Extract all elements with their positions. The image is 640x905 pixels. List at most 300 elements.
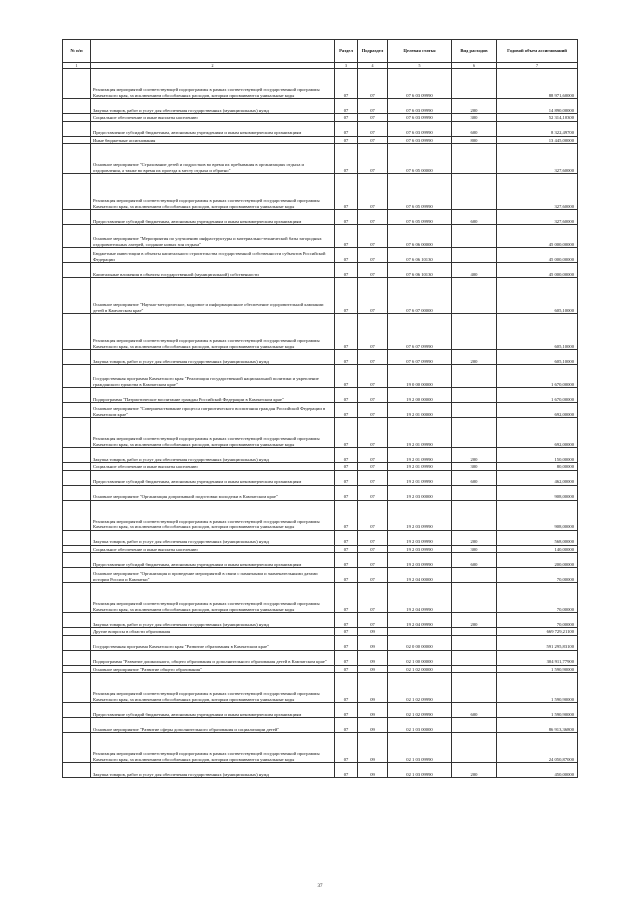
cell-target: 02 1 02 09990	[388, 673, 452, 703]
cell-subsection: 07	[358, 485, 388, 500]
cell-target: 02 0 00 00000	[388, 635, 452, 650]
cell-target: 07 6 03 09990	[388, 136, 452, 144]
column-number: 6	[452, 63, 497, 69]
cell-target: 07 6 05 09990	[388, 174, 452, 210]
table-row	[63, 463, 578, 471]
cell-amount: 45 000,00000	[497, 248, 578, 263]
cell-expense	[452, 403, 497, 418]
cell-section: 07	[335, 388, 358, 403]
cell-expense: 300	[452, 545, 497, 553]
cell-section: 07	[335, 418, 358, 448]
cell-name: Подпрограмма "Патриотическое воспитание граждан Российской Федерации в Камчатском крае"	[91, 388, 335, 403]
cell-amount: 692,00000	[497, 418, 578, 448]
cell-name: Государственная программа Камчатского края "Реализация государственной национальной политики и укрепление гражданского единства в Камчатском крае"	[91, 365, 335, 388]
cell-subsection: 07	[358, 470, 388, 485]
cell-no	[63, 136, 91, 144]
column-number: 7	[497, 63, 578, 69]
cell-expense	[452, 485, 497, 500]
column-number: 5	[388, 63, 452, 69]
cell-subsection: 07	[358, 545, 388, 553]
cell-expense: 800	[452, 136, 497, 144]
cell-expense	[452, 650, 497, 665]
cell-no	[63, 388, 91, 403]
cell-no	[63, 121, 91, 136]
cell-target: 02 1 03 09990	[388, 763, 452, 778]
cell-section: 07	[335, 225, 358, 248]
cell-no	[63, 650, 91, 665]
cell-target: 19 2 03 09990	[388, 530, 452, 545]
cell-no	[63, 613, 91, 628]
cell-section: 07	[335, 650, 358, 665]
cell-target: 19 2 03 00000	[388, 485, 452, 500]
cell-expense: 400	[452, 263, 497, 278]
cell-amount: 568,00000	[497, 530, 578, 545]
cell-subsection: 07	[358, 225, 388, 248]
cell-no	[63, 485, 91, 500]
cell-no	[63, 635, 91, 650]
cell-name: Социальное обеспечение и иные выплаты населению	[91, 463, 335, 471]
cell-amount: 304 911,77900	[497, 650, 578, 665]
cell-amount: 1 590,90000	[497, 665, 578, 673]
cell-no	[63, 665, 91, 673]
cell-expense	[452, 568, 497, 583]
cell-subsection: 07	[358, 365, 388, 388]
cell-name: Предоставление субсидий бюджетным, автономным учреждениям и иным некоммерческим организациям	[91, 553, 335, 568]
cell-target: 02 1 03 00000	[388, 718, 452, 733]
cell-name: Реализация мероприятий соответствующей подпрограммы в рамках соответствующей государственной программы Камчатского края, за исключением обособленных расходов, которым присваиваются уникальные коды	[91, 733, 335, 763]
table-row	[63, 650, 578, 665]
cell-section: 07	[335, 263, 358, 278]
cell-expense	[452, 665, 497, 673]
cell-name: Социальное обеспечение и иные выплаты населению	[91, 114, 335, 122]
cell-no	[63, 69, 91, 99]
table-row	[63, 121, 578, 136]
table-row	[63, 388, 578, 403]
column-number: 4	[358, 63, 388, 69]
table-row	[63, 665, 578, 673]
cell-target: 07 6 03 09990	[388, 114, 452, 122]
cell-section: 07	[335, 530, 358, 545]
cell-no	[63, 114, 91, 122]
table-row	[63, 448, 578, 463]
cell-no	[63, 553, 91, 568]
cell-expense	[452, 718, 497, 733]
cell-target: 19 2 00 00000	[388, 388, 452, 403]
cell-no	[63, 545, 91, 553]
header-target: Целевая статья	[388, 40, 452, 63]
cell-no	[63, 718, 91, 733]
cell-subsection: 07	[358, 210, 388, 225]
cell-subsection: 07	[358, 403, 388, 418]
table-row	[63, 568, 578, 583]
cell-subsection: 07	[358, 350, 388, 365]
cell-no	[63, 144, 91, 174]
cell-amount: 200,00000	[497, 553, 578, 568]
cell-target: 07 6 06 10130	[388, 263, 452, 278]
cell-no	[63, 248, 91, 263]
cell-subsection: 07	[358, 99, 388, 114]
header-row	[63, 40, 578, 63]
cell-target: 19 2 01 00000	[388, 403, 452, 418]
cell-subsection: 07	[358, 448, 388, 463]
cell-no	[63, 174, 91, 210]
table-row	[63, 99, 578, 114]
cell-amount: 70,00000	[497, 568, 578, 583]
table-row	[63, 144, 578, 174]
cell-no	[63, 448, 91, 463]
cell-no	[63, 314, 91, 350]
cell-amount: 1 670,00000	[497, 388, 578, 403]
cell-no	[63, 628, 91, 636]
cell-target: 02 1 02 00000	[388, 665, 452, 673]
cell-no	[63, 703, 91, 718]
cell-no	[63, 763, 91, 778]
cell-target: 19 2 01 09990	[388, 448, 452, 463]
cell-subsection: 07	[358, 314, 388, 350]
cell-section: 07	[335, 121, 358, 136]
cell-no	[63, 403, 91, 418]
cell-subsection: 09	[358, 763, 388, 778]
cell-target: 07 6 03 09990	[388, 99, 452, 114]
cell-subsection: 07	[358, 69, 388, 99]
cell-target: 19 2 03 09990	[388, 500, 452, 530]
table-row	[63, 718, 578, 733]
cell-name: Предоставление субсидий бюджетным, автономным учреждениям и иным некоммерческим организациям	[91, 703, 335, 718]
cell-amount: 70,00000	[497, 583, 578, 613]
cell-name: Реализация мероприятий соответствующей подпрограммы в рамках соответствующей государственной программы Камчатского края, за исключением обособленных расходов, которым присваиваются уникальные коды	[91, 418, 335, 448]
cell-target: 07 6 07 09990	[388, 350, 452, 365]
cell-name: Закупка товаров, работ и услуг для обеспечения государственных (муниципальных) нужд	[91, 350, 335, 365]
column-number: 3	[335, 63, 358, 69]
table-row	[63, 553, 578, 568]
table-row	[63, 500, 578, 530]
cell-target: 07 6 03 09990	[388, 121, 452, 136]
cell-no	[63, 225, 91, 248]
cell-subsection: 07	[358, 553, 388, 568]
cell-target	[388, 628, 452, 636]
cell-name: Иные бюджетные ассигнования	[91, 136, 335, 144]
cell-section: 07	[335, 500, 358, 530]
header-expense: Вид расходов	[452, 40, 497, 63]
header-subsection: Подраздел	[358, 40, 388, 63]
cell-name: Реализация мероприятий соответствующей подпрограммы в рамках соответствующей государственной программы Камчатского края, за исключением обособленных расходов, которым присваиваются уникальные коды	[91, 314, 335, 350]
cell-no	[63, 583, 91, 613]
cell-name: Закупка товаров, работ и услуг для обеспечения государственных (муниципальных) нужд	[91, 448, 335, 463]
cell-section: 07	[335, 114, 358, 122]
cell-amount: 70,00000	[497, 613, 578, 628]
cell-name: Закупка товаров, работ и услуг для обеспечения государственных (муниципальных) нужд	[91, 99, 335, 114]
cell-subsection: 07	[358, 568, 388, 583]
cell-section: 07	[335, 665, 358, 673]
cell-name: Основное мероприятие "Развитие общего образования"	[91, 665, 335, 673]
cell-section: 07	[335, 718, 358, 733]
cell-section: 07	[335, 763, 358, 778]
cell-amount: 1 590,90000	[497, 703, 578, 718]
cell-no	[63, 463, 91, 471]
cell-name: Основное мероприятие "Развитие сферы дополнительного образования и социализации детей"	[91, 718, 335, 733]
cell-section: 07	[335, 69, 358, 99]
cell-target: 07 6 03 09990	[388, 69, 452, 99]
cell-section: 07	[335, 485, 358, 500]
cell-name: Государственная программа Камчатского края "Развитие образования в Камчатском крае"	[91, 635, 335, 650]
cell-expense: 600	[452, 553, 497, 568]
cell-expense: 600	[452, 121, 497, 136]
cell-no	[63, 278, 91, 314]
cell-target: 07 6 07 00000	[388, 278, 452, 314]
cell-amount: 450,00000	[497, 763, 578, 778]
cell-section: 07	[335, 144, 358, 174]
cell-expense: 300	[452, 463, 497, 471]
cell-amount: 140,00000	[497, 545, 578, 553]
cell-subsection: 07	[358, 136, 388, 144]
cell-amount: 327,60000	[497, 144, 578, 174]
cell-name: Основное мероприятие "Научно-методическое, кадровое и информационное обеспечение оздоровительной кампании детей в Камчатском крае"	[91, 278, 335, 314]
cell-subsection: 09	[358, 673, 388, 703]
header-amount: Годовой объем ассигнований	[497, 40, 578, 63]
cell-expense: 200	[452, 448, 497, 463]
cell-target: 07 6 07 09990	[388, 314, 452, 350]
table-row	[63, 470, 578, 485]
cell-no	[63, 500, 91, 530]
cell-amount: 86 913,36800	[497, 718, 578, 733]
page-number: 37	[317, 884, 323, 889]
cell-target: 19 2 03 09990	[388, 545, 452, 553]
cell-section: 07	[335, 350, 358, 365]
cell-amount: 605,10000	[497, 314, 578, 350]
cell-subsection: 07	[358, 278, 388, 314]
table-row	[63, 210, 578, 225]
cell-section: 07	[335, 136, 358, 144]
cell-subsection: 07	[358, 174, 388, 210]
cell-amount: 669 729,21100	[497, 628, 578, 636]
table-row	[63, 545, 578, 553]
cell-name: Реализация мероприятий соответствующей подпрограммы в рамках соответствующей государственной программы Камчатского края, за исключением обособленных расходов, которым присваиваются уникальные коды	[91, 69, 335, 99]
cell-expense: 200	[452, 530, 497, 545]
cell-subsection: 07	[358, 613, 388, 628]
cell-subsection: 09	[358, 718, 388, 733]
cell-section: 07	[335, 583, 358, 613]
cell-target: 07 6 05 09990	[388, 210, 452, 225]
cell-subsection: 07	[358, 144, 388, 174]
cell-amount: 80,00000	[497, 463, 578, 471]
table-row	[63, 485, 578, 500]
cell-target: 19 2 01 09990	[388, 463, 452, 471]
cell-no	[63, 418, 91, 448]
cell-target: 19 0 00 00000	[388, 365, 452, 388]
cell-target: 02 1 02 09990	[388, 703, 452, 718]
column-number: 1	[63, 63, 91, 69]
cell-section: 07	[335, 613, 358, 628]
cell-expense	[452, 583, 497, 613]
cell-name: Закупка товаров, работ и услуг для обеспечения государственных (муниципальных) нужд	[91, 763, 335, 778]
table-row	[63, 733, 578, 763]
cell-amount: 327,60000	[497, 174, 578, 210]
table-row	[63, 278, 578, 314]
cell-section: 07	[335, 463, 358, 471]
cell-name: Предоставление субсидий бюджетным, автономным учреждениям и иным некоммерческим организациям	[91, 121, 335, 136]
cell-amount: 45 000,00000	[497, 225, 578, 248]
cell-section: 07	[335, 278, 358, 314]
cell-expense	[452, 174, 497, 210]
cell-section: 07	[335, 628, 358, 636]
cell-name: Реализация мероприятий соответствующей подпрограммы в рамках соответствующей государственной программы Камчатского края, за исключением обособленных расходов, которым присваиваются уникальные коды	[91, 500, 335, 530]
table-row	[63, 635, 578, 650]
cell-amount: 908,00000	[497, 500, 578, 530]
cell-section: 07	[335, 174, 358, 210]
cell-target: 19 2 04 09990	[388, 613, 452, 628]
cell-section: 07	[335, 365, 358, 388]
table-row	[63, 69, 578, 99]
cell-subsection: 09	[358, 733, 388, 763]
table-row	[63, 248, 578, 263]
cell-no	[63, 733, 91, 763]
cell-amount: 14 890,00000	[497, 99, 578, 114]
cell-target: 07 6 06 00000	[388, 225, 452, 248]
cell-name: Основное мероприятие "Страхование детей и подростков во время их пребывания в организациях отдыха и оздоровления, а также во время их проезда к месту отдыха и обратно"	[91, 144, 335, 174]
cell-expense: 600	[452, 703, 497, 718]
budget-table-sheet	[62, 39, 577, 778]
cell-amount: 591 295,83100	[497, 635, 578, 650]
cell-expense: 200	[452, 350, 497, 365]
cell-no	[63, 530, 91, 545]
cell-target: 07 6 06 10130	[388, 248, 452, 263]
cell-expense	[452, 314, 497, 350]
cell-no	[63, 568, 91, 583]
cell-expense: 600	[452, 470, 497, 485]
cell-expense	[452, 673, 497, 703]
cell-name: Реализация мероприятий соответствующей подпрограммы в рамках соответствующей государственной программы Камчатского края, за исключением обособленных расходов, которым присваиваются уникальные коды	[91, 673, 335, 703]
cell-amount: 24 050,87000	[497, 733, 578, 763]
table-row	[63, 136, 578, 144]
cell-target: 19 2 03 09990	[388, 553, 452, 568]
cell-subsection: 07	[358, 114, 388, 122]
cell-section: 07	[335, 635, 358, 650]
cell-amount: 8 322,49700	[497, 121, 578, 136]
cell-no	[63, 210, 91, 225]
cell-expense: 200	[452, 763, 497, 778]
table-row	[63, 673, 578, 703]
cell-section: 07	[335, 248, 358, 263]
cell-target: 19 2 01 09990	[388, 418, 452, 448]
table-row	[63, 403, 578, 418]
cell-subsection: 07	[358, 583, 388, 613]
cell-amount: 692,00000	[497, 403, 578, 418]
table-row	[63, 365, 578, 388]
cell-name: Подпрограмма "Развитие дошкольного, общего образования и дополнительного образования детей в Камчатском крае"	[91, 650, 335, 665]
cell-subsection: 07	[358, 263, 388, 278]
table-row	[63, 613, 578, 628]
cell-section: 07	[335, 568, 358, 583]
budget-table	[62, 39, 578, 778]
table-row	[63, 350, 578, 365]
cell-name: Закупка товаров, работ и услуг для обеспечения государственных (муниципальных) нужд	[91, 530, 335, 545]
table-row	[63, 530, 578, 545]
cell-expense	[452, 248, 497, 263]
table-row	[63, 225, 578, 248]
cell-expense	[452, 418, 497, 448]
cell-section: 07	[335, 403, 358, 418]
cell-subsection: 07	[358, 463, 388, 471]
cell-section: 07	[335, 210, 358, 225]
cell-amount: 13 445,00000	[497, 136, 578, 144]
cell-name: Капитальные вложения в объекты государственной (муниципальной) собственности	[91, 263, 335, 278]
cell-expense	[452, 733, 497, 763]
cell-no	[63, 99, 91, 114]
cell-name: Основное мероприятие "Совершенствование процесса патриотического воспитания граждан Российской Федерации в Камчатском крае"	[91, 403, 335, 418]
cell-subsection: 07	[358, 500, 388, 530]
cell-expense: 600	[452, 210, 497, 225]
table-body	[63, 69, 578, 778]
cell-expense	[452, 635, 497, 650]
cell-expense	[452, 278, 497, 314]
cell-subsection: 09	[358, 628, 388, 636]
cell-amount: 605,10000	[497, 350, 578, 365]
cell-expense	[452, 628, 497, 636]
cell-subsection: 09	[358, 703, 388, 718]
table-row	[63, 628, 578, 636]
cell-amount: 52 314,10300	[497, 114, 578, 122]
cell-subsection: 09	[358, 635, 388, 650]
cell-amount: 327,60000	[497, 210, 578, 225]
cell-section: 07	[335, 314, 358, 350]
cell-name: Реализация мероприятий соответствующей подпрограммы в рамках соответствующей государственной программы Камчатского края, за исключением обособленных расходов, которым присваиваются уникальные коды	[91, 174, 335, 210]
cell-target: 02 1 03 09990	[388, 733, 452, 763]
cell-section: 07	[335, 733, 358, 763]
cell-name: Предоставление субсидий бюджетным, автономным учреждениям и иным некоммерческим организациям	[91, 470, 335, 485]
cell-section: 07	[335, 673, 358, 703]
cell-target: 19 2 01 09990	[388, 470, 452, 485]
table-row	[63, 418, 578, 448]
cell-section: 07	[335, 553, 358, 568]
cell-expense: 300	[452, 114, 497, 122]
cell-amount: 88 971,60000	[497, 69, 578, 99]
column-number: 2	[91, 63, 335, 69]
cell-section: 07	[335, 99, 358, 114]
cell-name: Социальное обеспечение и иные выплаты населению	[91, 545, 335, 553]
table-row	[63, 114, 578, 122]
cell-subsection: 09	[358, 650, 388, 665]
cell-section: 07	[335, 470, 358, 485]
cell-no	[63, 350, 91, 365]
table-row	[63, 583, 578, 613]
cell-amount: 1 670,00000	[497, 365, 578, 388]
cell-amount: 1 590,90000	[497, 673, 578, 703]
cell-target: 02 1 00 00000	[388, 650, 452, 665]
cell-name: Другие вопросы в области образования	[91, 628, 335, 636]
cell-name: Закупка товаров, работ и услуг для обеспечения государственных (муниципальных) нужд	[91, 613, 335, 628]
table-row	[63, 263, 578, 278]
cell-subsection: 09	[358, 665, 388, 673]
table-row	[63, 174, 578, 210]
cell-no	[63, 365, 91, 388]
header-section: Раздел	[335, 40, 358, 63]
cell-name: Предоставление субсидий бюджетным, автономным учреждениям и иным некоммерческим организациям	[91, 210, 335, 225]
table-row	[63, 763, 578, 778]
cell-section: 07	[335, 703, 358, 718]
cell-expense	[452, 500, 497, 530]
cell-name: Реализация мероприятий соответствующей подпрограммы в рамках соответствующей государственной программы Камчатского края, за исключением обособленных расходов, которым присваиваются уникальные коды	[91, 583, 335, 613]
cell-section: 07	[335, 448, 358, 463]
cell-no	[63, 263, 91, 278]
cell-amount: 150,00000	[497, 448, 578, 463]
cell-expense	[452, 365, 497, 388]
cell-amount: 908,00000	[497, 485, 578, 500]
cell-target: 07 6 05 00000	[388, 144, 452, 174]
cell-name: Бюджетные инвестиции в объекты капитального строительства государственной собственности субъектов Российской Федерации	[91, 248, 335, 263]
cell-name: Основное мероприятие "Мероприятия по улучшению инфраструктуры и материально-технической базы загородных оздоровительных лагерей, создание новых зон отдыха"	[91, 225, 335, 248]
table-row	[63, 314, 578, 350]
header-name	[91, 40, 335, 63]
